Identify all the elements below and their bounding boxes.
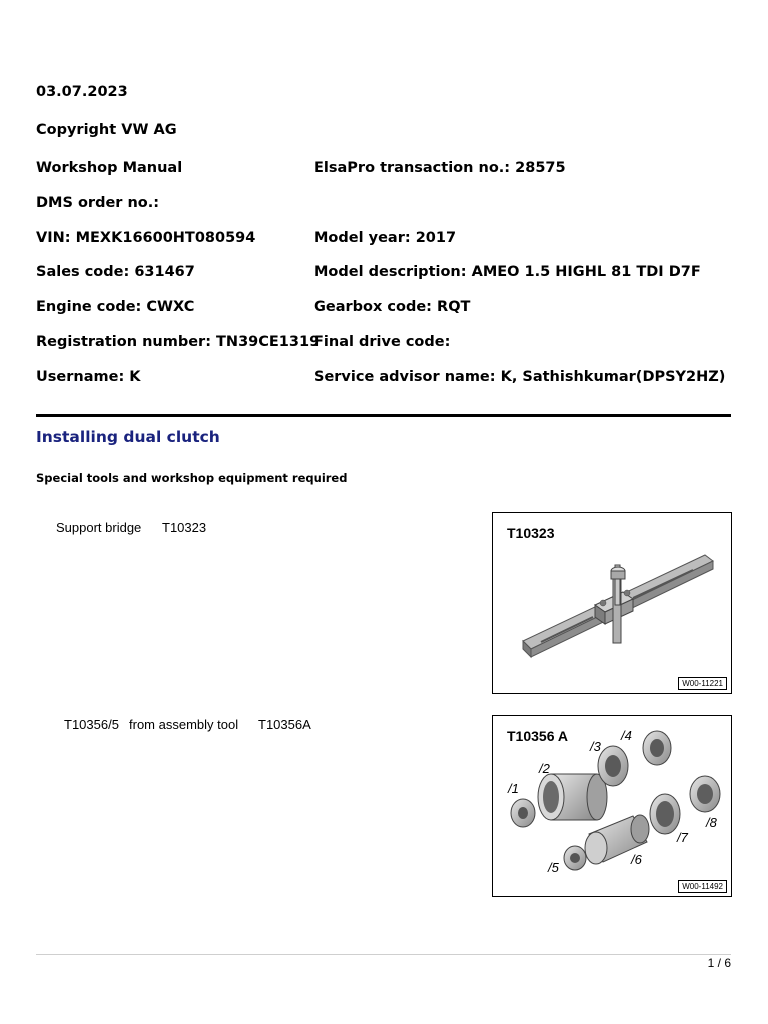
tool-code: T10356A [258,717,311,732]
tool-detail: from assembly tool [129,717,239,732]
tool-code: T10323 [162,520,207,535]
sales-code: Sales code: 631467 [36,264,195,280]
part-7-ring [650,794,680,834]
figure-support-bridge [492,512,732,694]
service-advisor: Service advisor name: K, Sathishkumar(DPSY2HZ) [314,369,726,385]
tool-row-support-bridge [0,520,480,538]
part-5-ring [564,846,586,870]
tool-name: T10356/5 [64,717,119,732]
part-label: /1 [508,781,519,796]
dms-order: DMS order no.: [36,195,160,211]
footer-divider [36,954,731,955]
part-label: /7 [677,830,688,845]
part-label: /5 [548,860,559,875]
part-label: /2 [539,761,550,776]
transaction-number: ElsaPro transaction no.: 28575 [314,160,566,176]
tool-row-assembly-tool [0,717,480,735]
figure-title: T10356 A [507,728,568,744]
figure-title: T10323 [507,525,555,541]
part-label: /8 [706,815,717,830]
username: Username: K [36,369,141,385]
final-drive-code: Final drive code: [314,334,451,350]
part-4-ring [643,731,671,765]
copyright: Copyright VW AG [36,122,177,138]
model-year: Model year: 2017 [314,230,457,246]
model-description: Model description: AMEO 1.5 HIGHL 81 TDI D7F [314,264,701,280]
section-title: Installing dual clutch [36,428,220,446]
gearbox-code: Gearbox code: RQT [314,299,471,315]
registration-number: Registration number: TN39CE1319 [36,334,320,350]
vin: VIN: MEXK16600HT080594 [36,230,256,246]
part-label: /4 [621,728,632,743]
tool-name: Support bridge [56,520,142,535]
figure-assembly-tool [492,715,732,897]
part-2-sleeve [538,774,607,820]
page-number: 1 / 6 [707,956,731,970]
manual-title: Workshop Manual [36,160,183,176]
engine-code: Engine code: CWXC [36,299,195,315]
part-3-ring [598,746,628,786]
part-label: /6 [631,852,642,867]
part-8-ring [690,776,720,812]
document-date: 03.07.2023 [36,84,128,100]
part-label: /3 [590,739,601,754]
header-divider [36,414,731,417]
figure-reference: W00-11492 [678,880,727,893]
part-1-ring [511,799,535,827]
section-subtitle: Special tools and workshop equipment required [36,471,348,485]
figure-reference: W00-11221 [678,677,727,690]
